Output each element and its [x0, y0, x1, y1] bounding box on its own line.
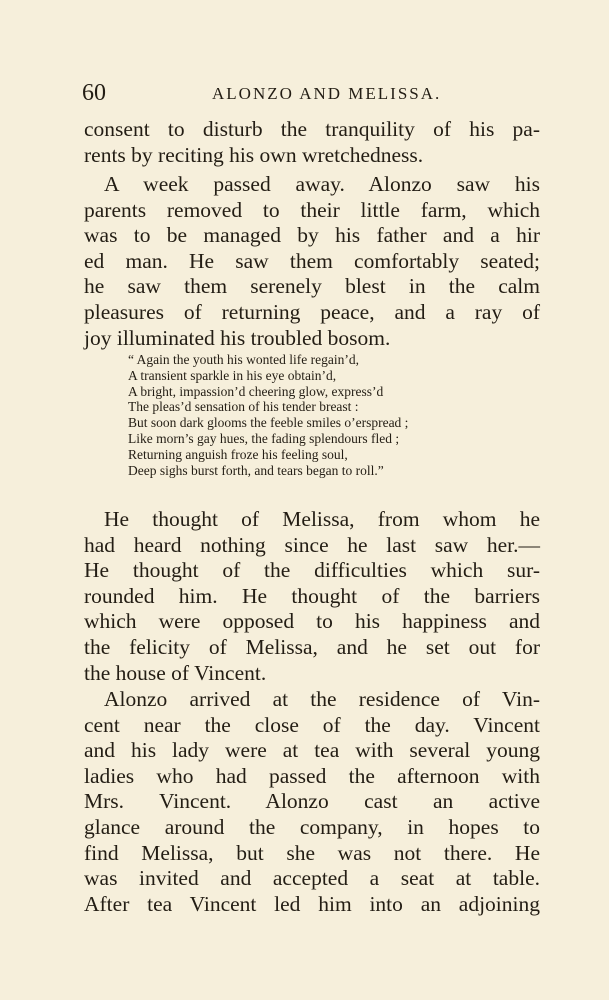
text-line: cent near the close of the day. Vincent — [84, 712, 540, 737]
verse-line: A transient sparkle in his eye obtain’d, — [128, 367, 337, 383]
text-line: A week passed away. Alonzo saw his — [104, 172, 540, 196]
text-line: parents removed to their little farm, which — [84, 197, 540, 222]
running-head: ALONZO AND MELISSA. — [212, 84, 442, 103]
text-line: find Melissa, but she was not there. He — [84, 840, 540, 865]
text-line: and his lady were at tea with several young — [84, 738, 540, 763]
text-line: joy illuminated his troubled bosom. — [84, 325, 391, 350]
verse-line: Deep sighs burst forth, and tears began to roll.” — [128, 462, 384, 478]
text-line: he saw them serenely blest in the calm — [84, 274, 540, 299]
verse-line: “ Again the youth his wonted life regain’d, — [128, 352, 359, 367]
text-line: which were opposed to his happiness and — [84, 609, 540, 634]
text-line: consent to disturb the tranquility of his pa- — [84, 117, 540, 141]
text-line: the house of Vincent. — [84, 660, 267, 685]
verse-quotation — [128, 352, 518, 478]
text-line: glance around the company, in hopes to — [84, 814, 540, 839]
verse-line: A bright, impassion’d cheering glow, express’d — [128, 383, 384, 399]
verse-line: Like morn’s gay hues, the fading splendours fled ; — [128, 430, 400, 446]
text-line: had heard nothing since he last saw her.— — [84, 532, 540, 557]
text-line: was to be managed by his father and a hir — [84, 223, 540, 248]
paragraph-1 — [84, 117, 540, 168]
text-line: ed man. He saw them comfortably seated; — [84, 248, 540, 273]
text-line: He thought of Melissa, from whom he — [104, 507, 540, 531]
text-line: rents by reciting his own wretchedness. — [84, 142, 424, 167]
verse-line: But soon dark glooms the feeble smiles o’erspread ; — [128, 415, 409, 431]
page-header — [82, 80, 542, 110]
text-line: was invited and accepted a seat at table. — [84, 866, 540, 891]
paragraph-3 — [84, 507, 540, 686]
text-line: pleasures of returning peace, and a ray of — [84, 299, 540, 324]
page-number: 60 — [82, 80, 106, 106]
text-line: He thought of the difficulties which sur- — [84, 558, 540, 583]
text-line: Alonzo arrived at the residence of Vin- — [104, 687, 540, 711]
paragraph-2 — [84, 172, 540, 351]
text-line: the felicity of Melissa, and he set out for — [84, 634, 540, 659]
verse-line: Returning anguish froze his feeling soul, — [128, 446, 348, 462]
text-line: ladies who had passed the afternoon with — [84, 763, 540, 788]
paragraph-4 — [84, 687, 540, 917]
verse-line: The pleas’d sensation of his tender breast : — [128, 399, 359, 415]
text-line: rounded him. He thought of the barriers — [84, 583, 540, 608]
text-line: After tea Vincent led him into an adjoining — [84, 891, 540, 916]
text-line: Mrs. Vincent. Alonzo cast an active — [84, 789, 540, 814]
